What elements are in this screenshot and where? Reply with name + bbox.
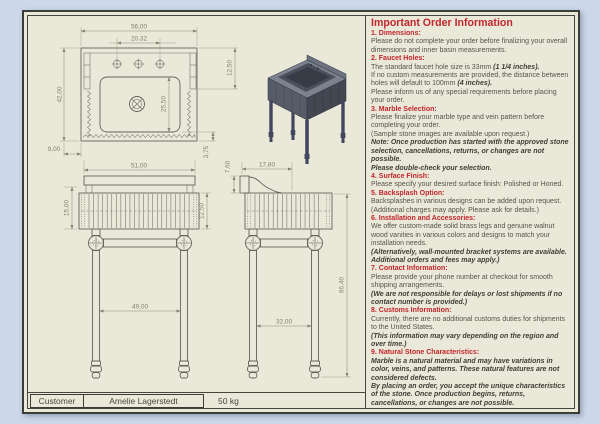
section-paragraph: By placing an order, you accept the unique characteristics of the stone. Once production begins, returns, cancellations, or changes are not possible.	[371, 383, 566, 407]
section-paragraph: Marble is a natural material and may have variations in color, veins, and patterns. These natural features are not considered defects.	[371, 357, 560, 382]
section-paragraph: Please do not complete your order before finalizing your overall dimensions and inner basin measurements.	[371, 38, 568, 54]
drain	[130, 97, 145, 112]
section-paragraph: Please provide your phone number at checkout for smooth shipping arrangements.	[371, 273, 553, 290]
customer-bar	[27, 392, 365, 409]
section-paragraph: (We are not responsible for delays or lost shipments if no contact number is provided.)	[371, 290, 563, 306]
section-paragraph: We offer custom-made solid brass legs and genuine walnut wood vanities in various colors and designs to match your installation needs.	[371, 223, 555, 248]
cad-drawing	[24, 14, 365, 397]
order-info-panel	[365, 15, 575, 409]
dim-basin-height: 25,50	[160, 96, 168, 112]
top-view-dimensions	[48, 24, 238, 159]
section-heading: 7. Contact Information:	[371, 265, 448, 273]
front-view-dimensions	[64, 160, 212, 311]
dim-top-width: 56,00	[131, 23, 147, 31]
front-view	[64, 160, 212, 378]
stretcher-rail	[104, 239, 177, 247]
section-paragraph: If no custom measurements are provided, the distance between holes will default to 100mm (4 inches).	[371, 72, 569, 88]
order-info-title: Important Order Information	[371, 17, 513, 29]
dim-side-leg-span: 32,00	[276, 318, 292, 326]
dim-overall-height: 86,40	[338, 277, 346, 293]
section-paragraph: Note: Once production has started with the approved stone selection, cancellations, returns, or changes are not possible.	[371, 139, 569, 164]
side-view	[225, 160, 352, 378]
top-view	[48, 24, 238, 159]
section-paragraph: (This information may vary depending on the region and over time.)	[371, 332, 559, 349]
section-heading: 6. Installation and Accessories:	[371, 214, 476, 222]
faucet-holes	[112, 59, 166, 70]
section-heading: 5. Backsplash Option:	[371, 189, 445, 197]
section-paragraph: (Additional charges may apply. Please ask for details.)	[371, 206, 539, 214]
section-paragraph: Please double-check your selection.	[371, 164, 492, 172]
basin-outline	[100, 77, 180, 132]
stretcher-rail	[261, 239, 308, 247]
section-heading: 1. Dimensions:	[371, 30, 421, 37]
section-heading: 2. Faucet Holes:	[371, 55, 425, 63]
dim-basin-gap: 3,75	[203, 145, 210, 159]
dim-overhang: 9,00	[47, 146, 61, 153]
section-heading: 9. Natural Stone Characteristics:	[371, 349, 480, 357]
section-paragraph: Please specify your desired surface finish: Polished or Honed.	[371, 181, 564, 189]
dim-front-width: 51,00	[131, 162, 147, 170]
leg	[93, 251, 100, 362]
apron-fluting	[248, 194, 330, 228]
section-paragraph: (Sample stone images are available upon request.)	[371, 130, 530, 138]
leg	[181, 251, 188, 362]
order-info-sections	[371, 30, 572, 408]
section-paragraph: Backsplashes in various designs can be added upon request.	[371, 198, 562, 206]
section-heading: 3. Marble Selection:	[371, 105, 437, 113]
section-paragraph: Please inform us of any special requirements before placing your order.	[371, 88, 557, 105]
section-paragraph: Please finalize your marble type and vein pattern before completing your order.	[371, 114, 545, 130]
dim-top-height: 42,00	[56, 86, 64, 103]
section-paragraph: (Alternatively, wall-mounted bracket systems are available. Additional orders and fees may apply.)	[371, 248, 567, 264]
dim-splash-height: 7,60	[224, 160, 232, 174]
dim-side-depth: 17,80	[259, 161, 275, 169]
customer-name: Amelie Lagerstedt	[84, 394, 204, 408]
section-heading: 4. Surface Finish:	[371, 172, 430, 180]
dim-side-offset: 12,50	[226, 60, 234, 76]
dim-apron-height: 15,00	[63, 200, 71, 216]
dim-front-leg-span: 49,00	[132, 303, 148, 311]
leg	[250, 251, 257, 362]
leg	[312, 251, 319, 362]
dim-apron-height-right: 12,50	[198, 203, 206, 219]
section-paragraph: The standard faucet hole size is 33mm (1 1/4 inches).	[371, 63, 540, 71]
isometric-view	[268, 55, 346, 164]
dim-hole-spacing: 20.32	[131, 35, 147, 43]
customer-field-label: Customer	[30, 394, 84, 408]
drawing-sheet	[22, 10, 580, 414]
weight-value: 50 kg	[218, 396, 239, 406]
section-heading: 8. Customs Information:	[371, 307, 452, 315]
section-paragraph: Currently, there are no additional customs duties for shipments to the United States.	[371, 315, 566, 332]
